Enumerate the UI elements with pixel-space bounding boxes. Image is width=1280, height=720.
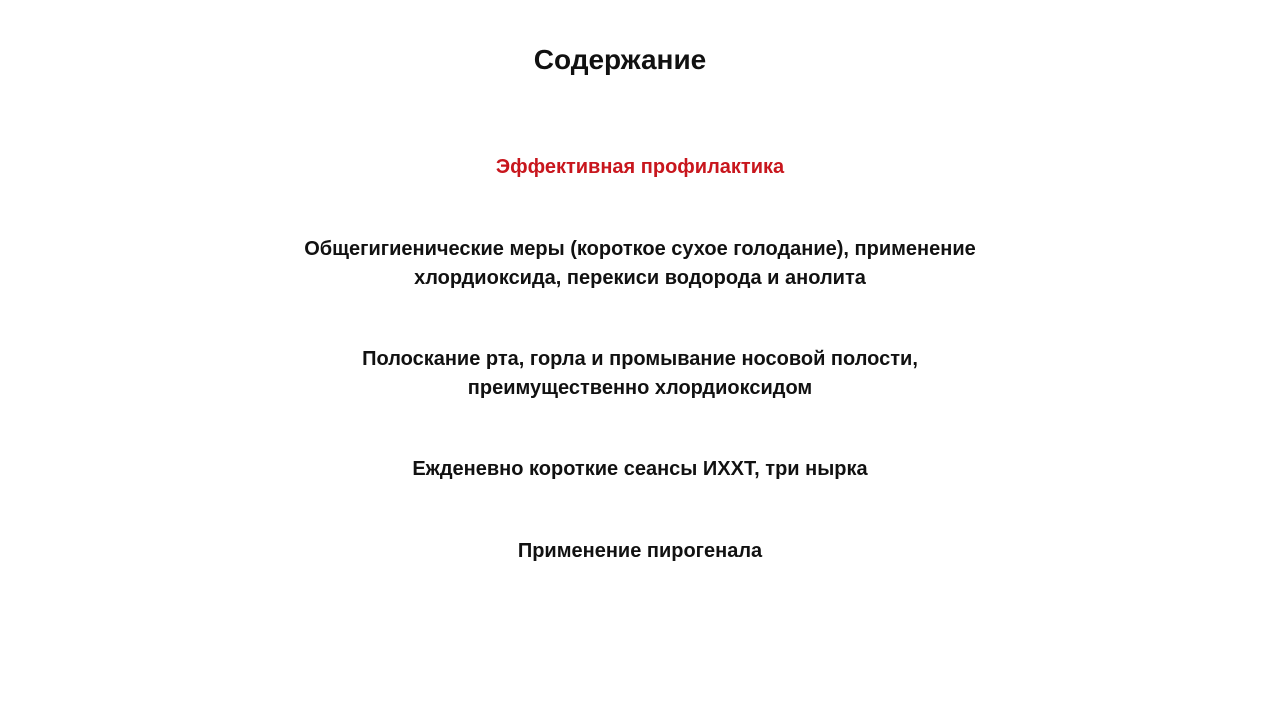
content-item [0,235,1280,293]
content-item-line: Ежденевно короткие сеансы ИХХТ, три нырка [412,458,868,480]
content-item [0,537,1280,566]
slide-subtitle: Эффективная профилактика [495,156,785,178]
content-item [0,345,1280,403]
content-item-line: преимущественно хлордиоксидом [467,377,813,399]
content-item-line: Применение пирогенала [517,540,763,562]
content-item [0,455,1280,484]
content-item-line: Общегигиенические меры (короткое сухое голодание), применение [304,238,976,260]
content-item-line: хлордиоксида, перекиси водорода и анолита [414,267,866,289]
content-item-line: Полоскание рта, горла и промывание носовой полости, [362,348,918,370]
slide-title: Содержание [533,44,707,75]
